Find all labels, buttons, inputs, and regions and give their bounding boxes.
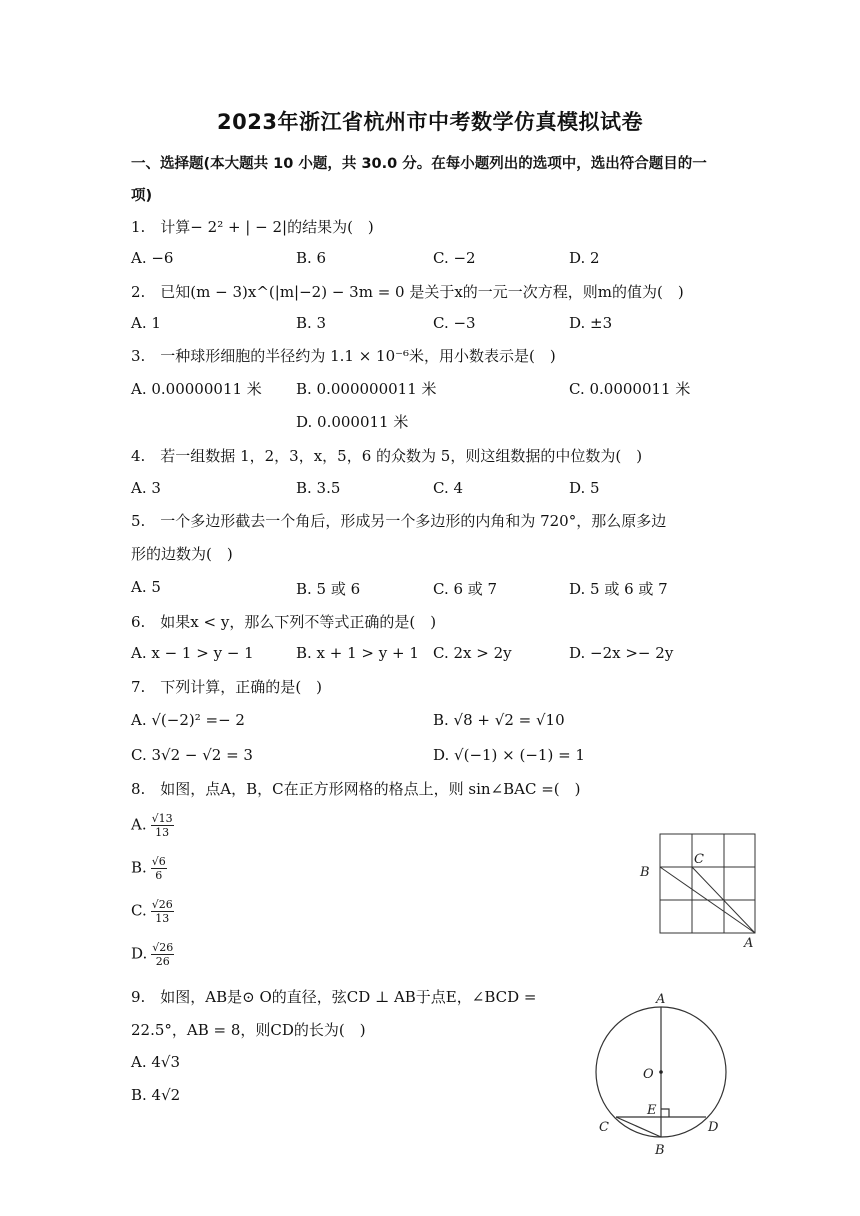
page-title: 2023年浙江省杭州市中考数学仿真模拟试卷	[217, 110, 643, 134]
section-header-line1: 一、选择题(本大题共 10 小题，共 30.0 分。在每小题列出的选项中，选出符合题目的一	[131, 156, 707, 172]
option-letter: B.	[131, 858, 147, 877]
question-9-option-a[interactable]: A. 4√3	[131, 1053, 181, 1071]
question-7-option-b[interactable]: B. √8 + √2 = √10	[433, 711, 565, 729]
question-3-option-a[interactable]: A. 0.00000011 米	[131, 380, 262, 398]
question-2-option-d[interactable]: D. ±3	[569, 314, 613, 332]
question-3-stem: 3. 一种球形细胞的半径约为 1.1 × 10⁻⁶米，用小数表示是( )	[131, 347, 556, 365]
segment-cb	[616, 1117, 661, 1137]
question-3-option-d[interactable]: D. 0.000011 米	[296, 413, 409, 431]
fraction	[151, 898, 174, 925]
question-1-option-c[interactable]: C. −2	[433, 249, 476, 267]
fraction	[151, 941, 174, 968]
question-8-option-d[interactable]	[131, 941, 174, 968]
option-letter: A.	[131, 815, 147, 834]
question-6-option-a[interactable]: A. x − 1 > y − 1	[131, 644, 254, 662]
question-7-option-c[interactable]: C. 3√2 − √2 = 3	[131, 746, 253, 764]
section-header-line2: 项)	[131, 188, 153, 204]
question-6-option-d[interactable]: D. −2x >− 2y	[569, 644, 674, 662]
question-6-option-b[interactable]: B. x + 1 > y + 1	[296, 644, 419, 662]
numerator: √26	[152, 941, 174, 954]
question-9-stem-line1: 9. 如图，AB是⊙ O的直径，弦CD ⊥ AB于点E，∠BCD =	[131, 988, 537, 1006]
point-label-b: B	[640, 865, 650, 880]
question-4-option-a[interactable]: A. 3	[131, 479, 161, 497]
denominator: 13	[155, 912, 170, 925]
grid-figure	[632, 826, 768, 954]
denominator: 6	[155, 869, 163, 882]
denominator: 26	[155, 955, 170, 968]
question-5-stem-line1: 5. 一个多边形截去一个角后，形成另一个多边形的内角和为 720°，那么原多边	[131, 512, 667, 530]
point-label-e: E	[647, 1103, 657, 1118]
fraction	[151, 855, 167, 882]
question-2-option-c[interactable]: C. −3	[433, 314, 476, 332]
point-label-c: C	[599, 1120, 609, 1135]
point-label-d: D	[708, 1120, 719, 1135]
fraction	[151, 812, 174, 839]
question-9-stem-line2: 22.5°，AB = 8，则CD的长为( )	[131, 1021, 366, 1039]
point-label-a: A	[744, 936, 754, 951]
question-2-option-a[interactable]: A. 1	[131, 314, 161, 332]
question-6-option-c[interactable]: C. 2x > 2y	[433, 644, 512, 662]
question-5-option-c[interactable]: C. 6 或 7	[433, 580, 498, 598]
point-label-b: B	[655, 1143, 665, 1158]
question-7-option-d[interactable]: D. √(−1) × (−1) = 1	[433, 746, 585, 764]
question-9-option-b[interactable]: B. 4√2	[131, 1086, 181, 1104]
right-angle-mark	[661, 1109, 669, 1117]
question-7-option-a[interactable]: A. √(−2)² =− 2	[131, 711, 245, 729]
question-8-option-c[interactable]	[131, 898, 174, 925]
question-8-option-a[interactable]	[131, 812, 174, 839]
question-1-stem: 1. 计算− 2² + | − 2|的结果为( )	[131, 218, 374, 236]
circle-figure	[590, 988, 740, 1160]
center-dot	[659, 1070, 663, 1074]
question-1-option-a[interactable]: A. −6	[131, 249, 174, 267]
point-label-a: A	[656, 992, 666, 1007]
question-5-option-a[interactable]: A. 5	[131, 578, 161, 596]
option-letter: C.	[131, 901, 147, 920]
question-2-stem: 2. 已知(m − 3)x^(|m|−2) − 3m = 0 是关于x的一元一次方程，则m的值为( )	[131, 283, 684, 301]
numerator: √13	[151, 812, 173, 825]
question-5-stem-line2: 形的边数为( )	[131, 545, 233, 563]
point-label-o: O	[643, 1067, 654, 1082]
question-4-option-b[interactable]: B. 3.5	[296, 479, 341, 497]
question-7-stem: 7. 下列计算，正确的是( )	[131, 678, 323, 696]
question-3-option-c[interactable]: C. 0.0000011 米	[569, 380, 691, 398]
question-3-option-b[interactable]: B. 0.000000011 米	[296, 380, 437, 398]
question-4-stem: 4. 若一组数据 1，2，3，x，5，6 的众数为 5，则这组数据的中位数为( )	[131, 447, 643, 465]
question-5-option-b[interactable]: B. 5 或 6	[296, 580, 361, 598]
question-1-option-d[interactable]: D. 2	[569, 249, 600, 267]
question-4-option-c[interactable]: C. 4	[433, 479, 464, 497]
point-label-c: C	[694, 852, 704, 867]
question-2-option-b[interactable]: B. 3	[296, 314, 327, 332]
numerator: √26	[151, 898, 173, 911]
question-1-option-b[interactable]: B. 6	[296, 249, 327, 267]
question-8-option-b[interactable]	[131, 855, 167, 882]
question-4-option-d[interactable]: D. 5	[569, 479, 600, 497]
denominator: 13	[155, 826, 170, 839]
question-8-stem: 8. 如图，点A，B，C在正方形网格的格点上，则 sin∠BAC =( )	[131, 780, 581, 798]
question-6-stem: 6. 如果x < y，那么下列不等式正确的是( )	[131, 613, 437, 631]
option-letter: D.	[131, 944, 148, 963]
numerator: √6	[151, 855, 166, 868]
question-5-option-d[interactable]: D. 5 或 6 或 7	[569, 580, 668, 598]
